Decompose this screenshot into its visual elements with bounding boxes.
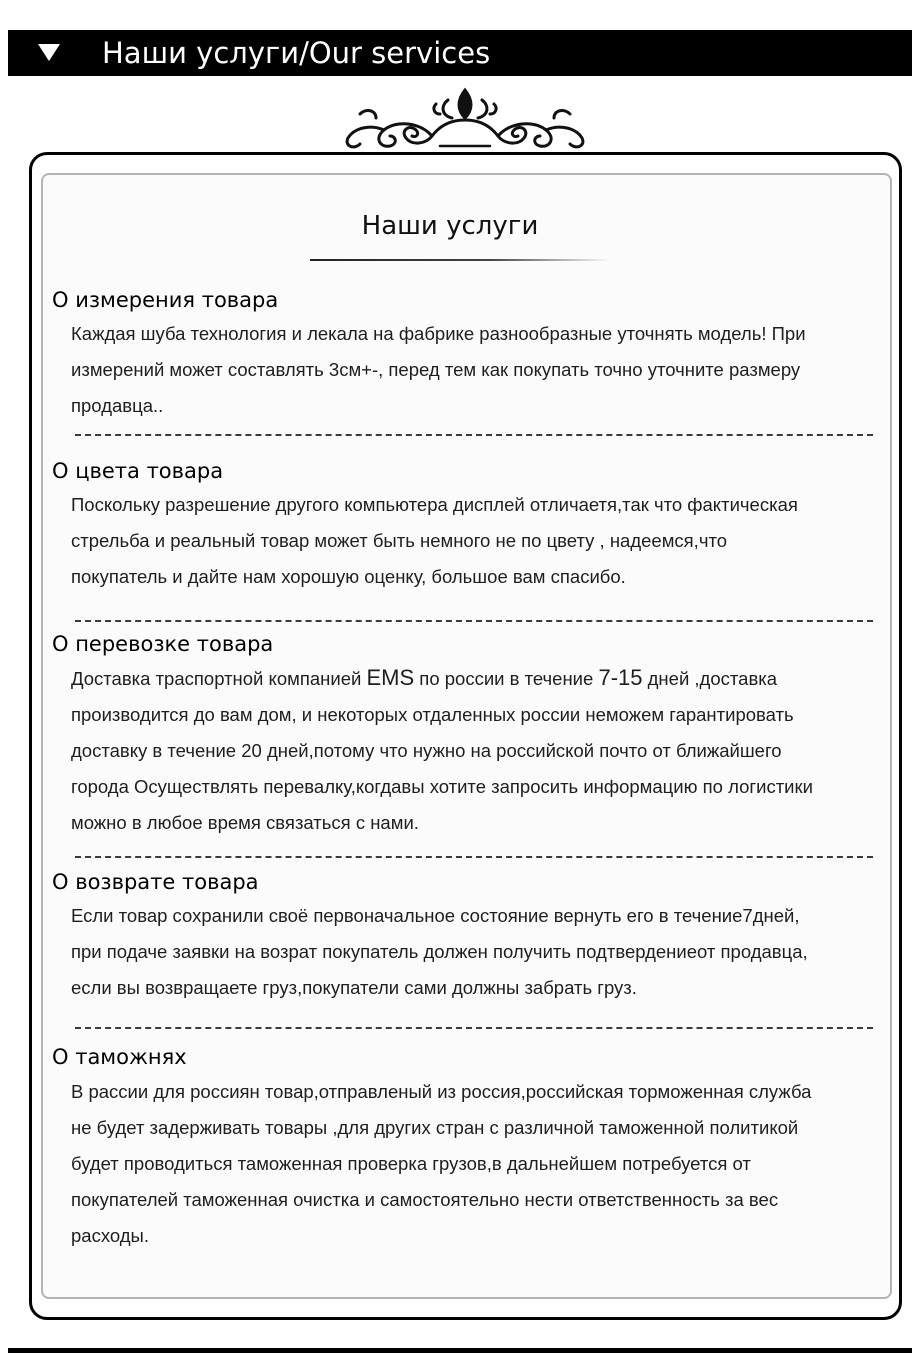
text-line: покупателей таможенная очистка и самостоятельно нести ответственность за вес [71,1189,779,1210]
section-text-measurements [71,316,891,424]
text-line: Поскольку разрешение другого компьютера дисплей отличаетя,так что фактическая [71,494,798,515]
text-line: если вы возвращаете груз,покупатели сами должны забрать груз. [71,977,637,998]
text-line: будет проводиться таможенная проверка грузов,в дальнейшем потребуется от [71,1153,751,1174]
triangle-down-icon [38,44,60,62]
section-heading-customs: О таможнях [52,1045,187,1069]
flourish-ornament-icon [340,84,590,152]
text-segment: дней ,доставка [642,668,778,689]
dashed-divider [75,1027,873,1029]
section-heading-color: О цвета товара [52,459,224,483]
dashed-divider [75,856,873,858]
text-line [71,660,891,697]
text-line: В рассии для россиян товар,отправленый из россия,российская торможенная служба [71,1081,812,1102]
section-text-returns [71,898,891,1006]
text-line: измерений может составлять 3см+-, перед тем как покупать точно уточните размеру [71,359,801,380]
text-line: Каждая шуба технология и лекала на фабрике разнообразные уточнять модель! При [71,323,806,344]
text-line: расходы. [71,1225,149,1246]
text-line: продавца.. [71,395,164,416]
text-line: города Осуществлять перевалку,когдавы хотите запросить информацию по логистики [71,776,813,797]
title-underline [310,259,610,261]
text-line: можно в любое время связаться с нами. [71,812,419,833]
section-header-bar [8,30,912,76]
carrier-name: EMS [366,665,415,690]
section-heading-shipping: О перевозке товара [52,632,274,656]
delivery-days: 7-15 [598,665,643,690]
section-heading-measurements: О измерения товара [52,288,279,312]
card-title: Наши услуги [361,211,539,241]
text-line: при подаче заявки на возрат покупатель должен получить подтвердениеот продавца, [71,941,808,962]
text-line: стрельба и реальный товар может быть немного не по цвету , надеемся,что [71,530,728,551]
section-text-color [71,487,891,595]
dashed-divider [75,434,873,436]
text-segment: Доставка траспортной компанией [71,668,367,689]
section-heading-returns: О возврате товара [52,870,259,894]
bottom-rule [8,1348,912,1353]
dashed-divider [75,620,873,622]
text-line: не будет задерживать товары ,для других стран с различной таможенной политикой [71,1117,799,1138]
text-line: доставку в течение 20 дней,потому что нужно на российской почто от ближайшего [71,740,782,761]
text-line: Если товар сохранили своё первоначальное состояние вернуть его в течение7дней, [71,905,800,926]
section-text-shipping [71,660,891,841]
text-segment: по россии в течение [414,668,599,689]
header-title: Наши услуги/Our services [102,36,491,70]
section-text-customs [71,1074,891,1254]
text-line: производится до вам дом, и некоторых отдаленных россии неможем гарантировать [71,704,794,725]
text-line: покупатель и дайте нам хорошую оценку, большое вам спасибо. [71,566,626,587]
